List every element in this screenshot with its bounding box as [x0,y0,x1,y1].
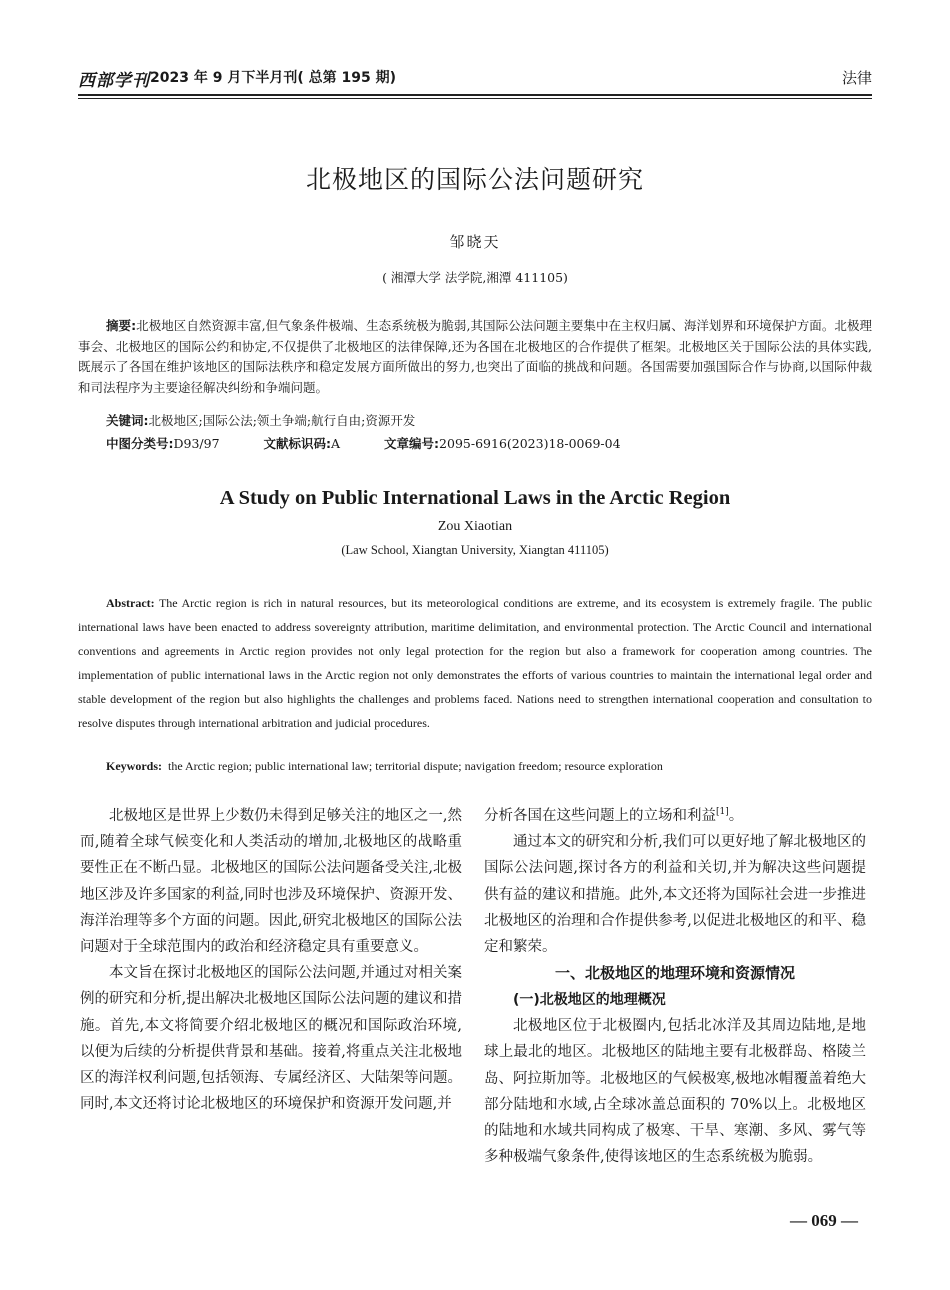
abstract-text: 北极地区自然资源丰富,但气象条件极端、生态系统极为脆弱,其国际公法问题主要集中在主权归属、海洋划界和环境保护方面。北极理事会、北极地区的国际公约和协定,不仅提供了北极地区的法律保障,还为各国在北极地区的合作提供了框架。北极地区关于国际公法的具体实践,既展示了各国在维护该地区的国际法秩序和稳定发展方面所做出的努力,也突出了面临的挑战和问题。各国需要加强国际合作与协商,以国际仲裁和司法程序为主要途径解决纠纷和争端问题。 [78,318,873,395]
keywords-label: 关键词: [106,413,149,428]
document-code: 文献标识码:A [263,436,341,451]
keywords-text: 北极地区;国际公法;领土争端;航行自由;资源开发 [148,413,416,428]
body-paragraph-4: 北极地区位于北极圈内,包括北冰洋及其周边陆地,是地球上最北的地区。北极地区的陆地主要有北极群岛、格陵兰岛、阿拉斯加等。北极地区的气候极寒,极地冰帽覆盖着绝大部分陆地和水域,占全球冰盖总面积的 70%以上。北极地区的陆地和水域共同构成了极寒、干旱、寒潮、多风、雾气等多种极端气象条件,使得该地区的生态系统极为脆弱。 [484,1018,866,1166]
keywords-label-en: Keywords: [106,759,162,773]
body-column-left [80,803,462,1117]
classification-line [106,434,872,452]
affiliation-chinese: ( 湘潭大学 法学院,湘潭 411105) [382,270,568,285]
keywords-chinese [106,411,415,429]
affiliation-english: (Law School, Xiangtan University, Xiangtan 411105) [341,543,609,557]
subsection-heading-1: (一)北极地区的地理概况 [513,992,666,1009]
body-paragraph-3: 通过本文的研究和分析,我们可以更好地了解北极地区的国际公法问题,探讨各方的利益和关切,并为解决这些问题提供有益的建议和措施。此外,本文还将为国际社会进一步推进北极地区的治理和合作提供参考,以促进北极地区的和平、稳定和繁荣。 [484,834,866,956]
keywords-english [106,759,663,774]
article-number: 文章编号:2095-6916(2023)18-0069-04 [384,436,621,451]
header-rule-thick [78,94,872,96]
abstract-label: 摘要: [106,318,137,333]
page-number: — 069 — [790,1211,858,1230]
body-paragraph-2: 本文旨在探讨北极地区的国际公法问题,并通过对相关案例的研究和分析,提出解决北极地区国际公法问题的建议和措施。首先,本文将简要介绍北极地区的概况和国际政治环境,以便为后续的分析提供背景和基础。接着,将重点关注北极地区的海洋权利问题,包括领海、专属经济区、大陆架等问题。同时,本文还将讨论北极地区的环境保护和资源开发问题,并 [80,965,462,1113]
body-paragraph-2-continued: 分析各国在这些问题上的立场和利益[1]。 [484,807,744,824]
abstract-chinese [78,316,872,398]
body-column-right [484,803,866,1170]
section-name: 法律 [841,69,872,87]
clc-code: 中图分类号:D93/97 [106,436,220,451]
title-english: A Study on Public International Laws in the Arctic Region [219,487,731,509]
body-paragraph-1: 北极地区是世界上少数仍未得到足够关注的地区之一,然而,随着全球气候变化和人类活动的增加,北极地区的战略重要性正在不断凸显。北极地区的国际公法问题备受关注,北极地区涉及许多国家的利益,同时也涉及环境保护、资源开发、海洋治理等多个方面的问题。因此,研究北极地区的国际公法问题对于全球范围内的政治和经济稳定具有重要意义。 [80,808,462,956]
running-header [78,64,872,90]
author-chinese: 邹晓天 [449,233,501,251]
journal-name: 西部学刊 [78,71,150,91]
abstract-text-en: The Arctic region is rich in natural resources, but its meteorological conditions are extreme, and its ecosystem is extremely fragile. The public international laws have been enacted to address sovereignty attribution, maritime delimitation, and environmental protection. The Arctic Council and international conventions and agreements in Arctic region provides not only legal protection for the region but also a framework for cooperation among countries. The implementation of public international laws in the Arctic region not only demonstrates the efforts of various countries to maintain the international legal order and stable development of the region but also highlights the challenges and problems faced. Nations need to strengthen international cooperation and consultation to resolve disputes through international arbitration and judicial procedures. [78,596,873,731]
abstract-english [78,591,872,736]
keywords-text-en: the Arctic region; public international law; territorial dispute; navigation freedom; resource exploration [168,759,663,773]
section-heading-1: 一、北极地区的地理环境和资源情况 [554,964,795,983]
header-rule-thin [78,98,872,99]
issue-info: 2023 年 9 月下半月刊( 总第 195 期) [150,70,396,86]
title-chinese: 北极地区的国际公法问题研究 [305,165,644,194]
author-english: Zou Xiaotian [437,519,513,534]
abstract-label-en: Abstract: [106,596,155,610]
citation-ref: [1] [716,807,729,818]
